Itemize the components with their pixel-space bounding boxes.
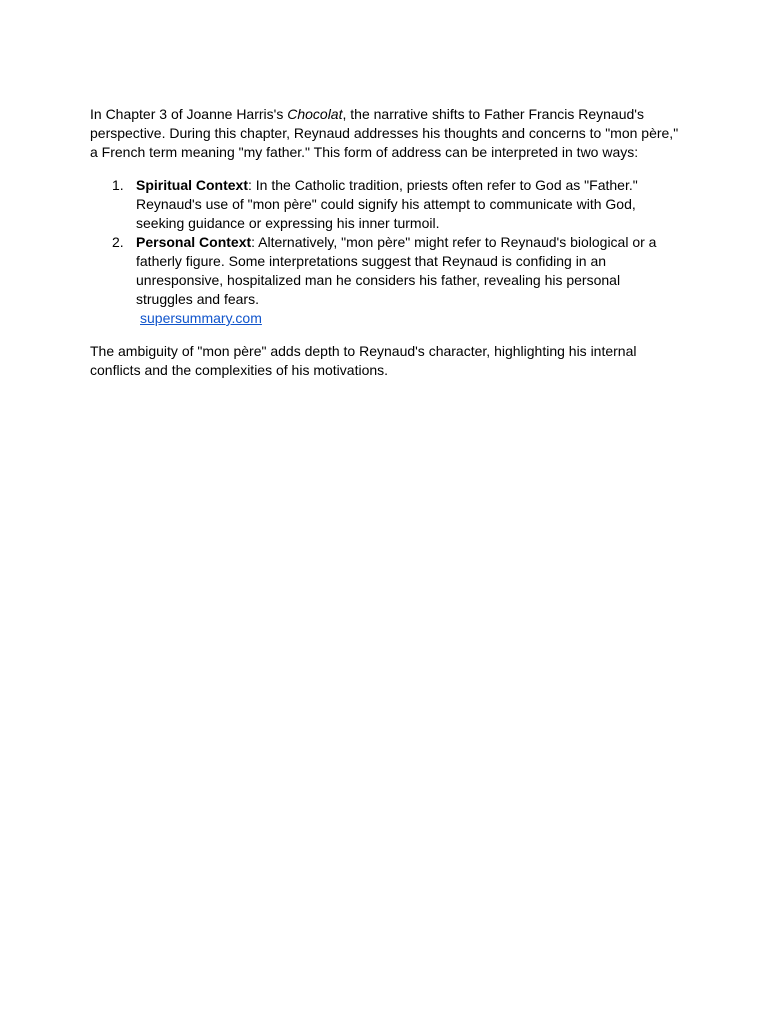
intro-text-end: , the narrative shifts to Father Francis Reynaud's perspective. During this chapter, Reynaud addresses his thoughts and concerns to "mon père," a French term meaning "my father." This form of address can be interpreted in two ways:	[90, 106, 679, 160]
document-body	[90, 105, 680, 380]
source-link[interactable]: supersummary.com	[140, 310, 262, 326]
list-item	[90, 176, 680, 233]
interpretation-list	[90, 176, 680, 328]
list-item-text: : In the Catholic tradition, priests often refer to God as "Father." Reynaud's use of "mon père" could signify his attempt to communicate with God, seeking guidance or expressing his inner turmoil.	[136, 177, 638, 231]
closing-paragraph: The ambiguity of "mon père" adds depth to Reynaud's character, highlighting his internal conflicts and the complexities of his motivations.	[90, 343, 637, 378]
book-title: Chocolat	[287, 106, 343, 122]
list-item-term: Spiritual Context	[136, 177, 249, 193]
list-number: 2.	[112, 234, 124, 250]
intro-text-start: In Chapter 3 of Joanne Harris's	[90, 106, 288, 122]
list-number: 1.	[112, 177, 124, 193]
list-item-text: : Alternatively, "mon père" might refer to Reynaud's biological or a fatherly figure. Some interpretations suggest that Reynaud is confiding in an unresponsive, hospitalized man he considers his father, revealing his personal struggles and fears.	[136, 234, 657, 307]
list-item	[90, 233, 680, 328]
intro-paragraph	[90, 105, 680, 162]
list-item-term: Personal Context	[136, 234, 252, 250]
